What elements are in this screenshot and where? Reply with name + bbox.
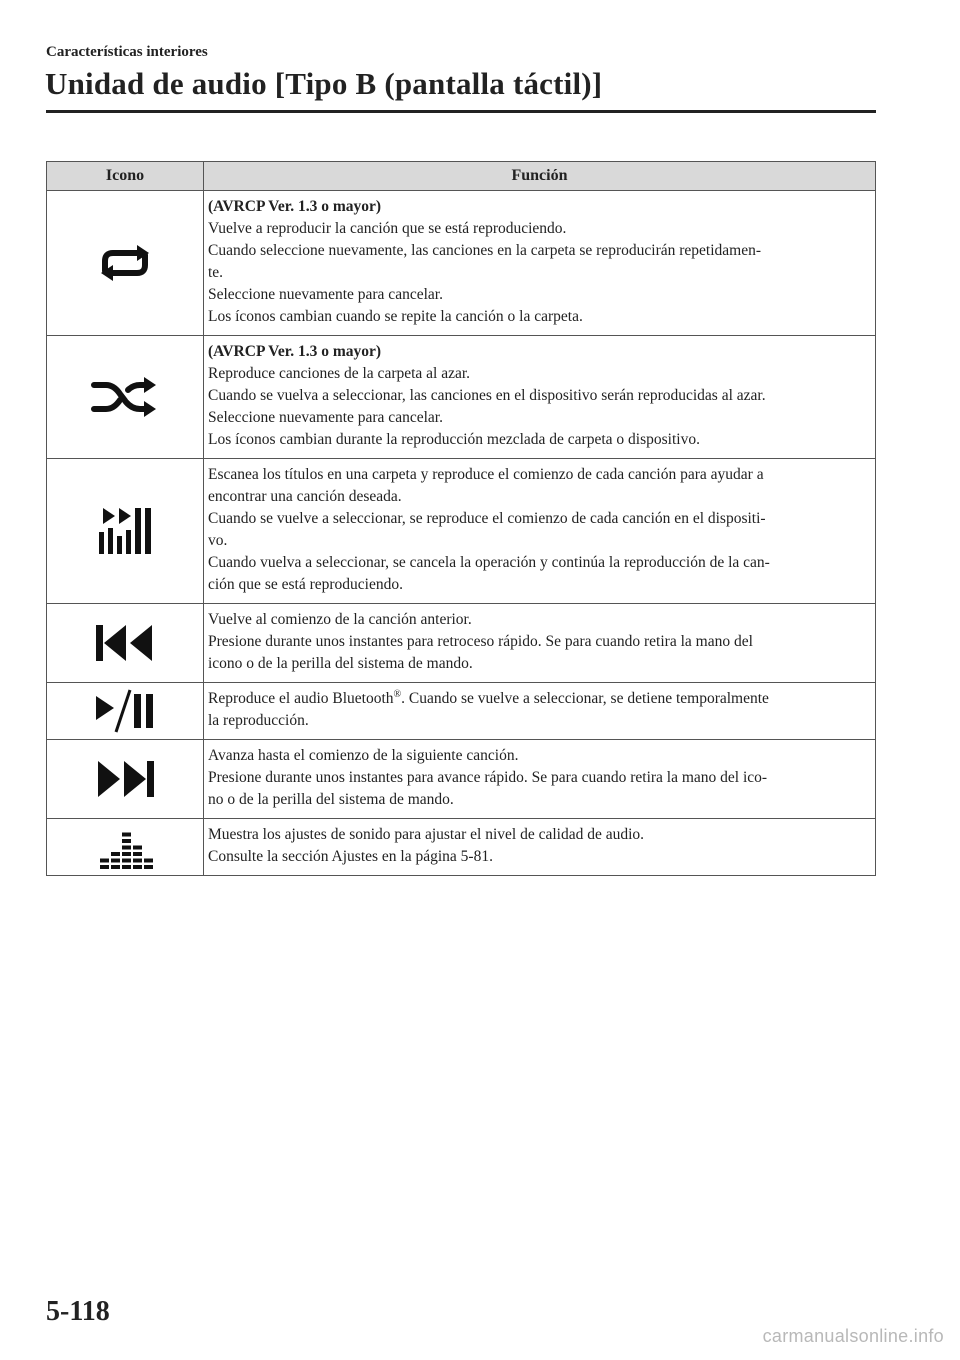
description-line: no o de la perilla del sistema de mando. [208,791,454,808]
repeat-icon [93,243,157,283]
description-line: Reproduce canciones de la carpeta al azar. [208,365,471,382]
page-title: Unidad de audio [Tipo B (pantalla táctil)] [45,66,603,101]
description-line: icono o de la perilla del sistema de mando. [208,655,473,672]
icon-cell [47,459,204,604]
description-line: Los íconos cambian cuando se repite la canción o la carpeta. [208,308,583,325]
table-row [47,683,876,740]
table-row [47,740,876,819]
description-line: vo. [208,532,228,549]
description-line: la reproducción. [208,712,309,729]
description-line: Cuando se vuelve a seleccionar, se reproduce el comienzo de cada canción en el dispositi- [208,510,766,527]
description-line: Presione durante unos instantes para avance rápido. Se para cuando retira la mano del ico- [208,769,768,786]
icon-function-table [46,161,876,876]
description-line: Escanea los títulos en una carpeta y reproduce el comienzo de cada canción para ayudar a [208,466,764,483]
table-row [47,459,876,604]
icon-cell [47,740,204,819]
scan-icon [95,506,155,556]
equalizer-segment [133,846,142,850]
registered-mark: ® [393,688,402,700]
equalizer-segment [111,859,120,863]
description-cell [204,336,876,459]
version-note: (AVRCP Ver. 1.3 o mayor) [208,198,382,215]
description-text: Reproduce el audio Bluetooth [208,690,394,707]
description-line: Cuando se vuelva a seleccionar, las canciones en el dispositivo serán reproducidas al azar. [208,387,766,404]
description-line [208,688,871,710]
table-row [47,191,876,336]
previous-track-icon [92,623,158,663]
equalizer-segment [122,839,131,843]
description-cell [204,740,876,819]
description-line: Presione durante unos instantes para retroceso rápido. Se para cuando retira la mano del [208,633,753,650]
section-label: Características interiores [46,44,208,60]
table-row [47,819,876,876]
equalizer-segment [100,865,109,869]
title-divider [46,110,876,113]
equalizer-segment [144,859,153,863]
equalizer-segment [111,852,120,856]
equalizer-segment [144,865,153,869]
description-line: Seleccione nuevamente para cancelar. [208,286,443,303]
description-line: Vuelve a reproducir la canción que se está reproduciendo. [208,220,567,237]
equalizer-segment [133,852,142,856]
watermark: carmanualsonline.info [762,1326,944,1346]
description-line: Cuando vuelva a seleccionar, se cancela la operación y continúa la reproducción de la can- [208,554,770,571]
equalizer-segment [111,865,120,869]
icon-cell [47,683,204,740]
equalizer-icon [97,823,153,871]
description-cell [204,459,876,604]
description-line: Avanza hasta el comienzo de la siguiente canción. [208,747,519,764]
page-number: 5-118 [46,1296,110,1327]
column-header-icon: Icono [47,162,204,191]
equalizer-segment [133,865,142,869]
description-line: te. [208,264,224,281]
equalizer-segment [122,865,131,869]
icon-cell [47,191,204,336]
icon-cell [47,819,204,876]
description-line: Vuelve al comienzo de la canción anterior. [208,611,472,628]
equalizer-segment [122,833,131,837]
column-header-function: Función [204,162,876,191]
icon-cell [47,336,204,459]
equalizer-segment [100,859,109,863]
table-header-row [47,162,876,191]
play-pause-icon [92,688,158,734]
description-line: Los íconos cambian durante la reproducción mezclada de carpeta o dispositivo. [208,431,700,448]
equalizer-segment [133,859,142,863]
description-cell [204,604,876,683]
description-line: encontrar una canción deseada. [208,488,402,505]
next-track-icon [92,759,158,799]
description-line: Seleccione nuevamente para cancelar. [208,409,443,426]
version-note: (AVRCP Ver. 1.3 o mayor) [208,343,382,360]
equalizer-segment [122,859,131,863]
description-text: . Cuando se vuelve a seleccionar, se detiene temporalmente [401,690,769,707]
icon-cell [47,604,204,683]
equalizer-segment [122,846,131,850]
description-line: ción que se está reproduciendo. [208,576,403,593]
description-cell [204,683,876,740]
table-row [47,336,876,459]
table-row [47,604,876,683]
equalizer-segment [122,852,131,856]
shuffle-icon [90,376,160,418]
description-line: Cuando seleccione nuevamente, las canciones en la carpeta se reproducirán repetidamen- [208,242,761,259]
description-line: Muestra los ajustes de sonido para ajustar el nivel de calidad de audio. [208,826,645,843]
description-cell [204,191,876,336]
description-line: Consulte la sección Ajustes en la página 5-81. [208,848,493,865]
description-cell [204,819,876,876]
